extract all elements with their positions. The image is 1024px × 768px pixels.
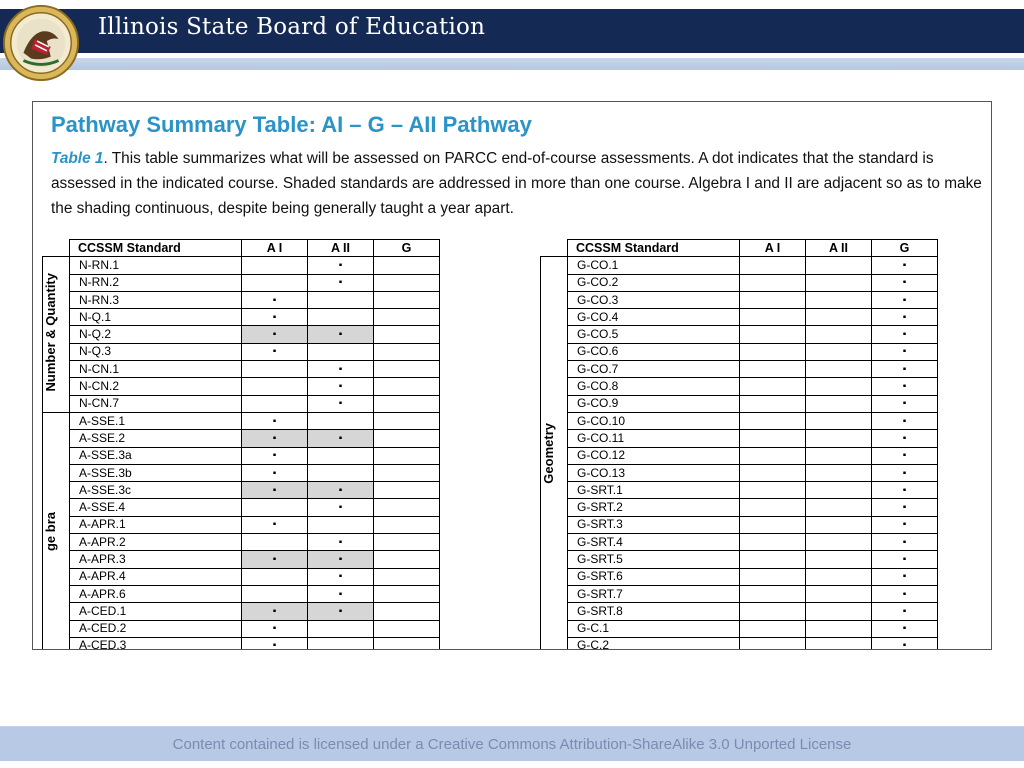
table-row <box>43 585 440 602</box>
course-cell-g: ▪ <box>872 257 938 274</box>
course-cell-aii <box>806 534 872 551</box>
course-cell-ai <box>242 378 308 395</box>
course-cell-g: ▪ <box>872 326 938 343</box>
course-cell-g: ▪ <box>872 464 938 481</box>
course-cell-ai <box>242 395 308 412</box>
course-cell-g: ▪ <box>872 291 938 308</box>
course-cell-aii: ▪ <box>308 378 374 395</box>
course-cell-g <box>374 257 440 274</box>
header-g: G <box>872 240 938 257</box>
course-cell-aii <box>806 637 872 650</box>
course-cell-ai <box>740 361 806 378</box>
table-row <box>43 378 440 395</box>
header-g: G <box>374 240 440 257</box>
course-cell-ai <box>740 568 806 585</box>
standard-code: G-CO.13 <box>568 464 740 481</box>
course-cell-aii <box>806 412 872 429</box>
course-cell-aii <box>806 343 872 360</box>
course-cell-aii <box>806 464 872 481</box>
table-row <box>43 412 440 429</box>
standard-code: G-SRT.1 <box>568 482 740 499</box>
course-cell-g <box>374 499 440 516</box>
course-cell-aii: ▪ <box>308 395 374 412</box>
standard-code: G-CO.7 <box>568 361 740 378</box>
table-row <box>541 482 938 499</box>
header <box>0 0 1024 70</box>
standard-code: G-CO.11 <box>568 430 740 447</box>
course-cell-ai <box>740 534 806 551</box>
course-cell-ai <box>740 603 806 620</box>
table-row <box>43 464 440 481</box>
table-row <box>43 361 440 378</box>
course-cell-aii <box>806 309 872 326</box>
course-cell-ai: ▪ <box>242 551 308 568</box>
course-cell-ai <box>242 568 308 585</box>
course-cell-aii <box>806 516 872 533</box>
standard-code: G-CO.5 <box>568 326 740 343</box>
course-cell-g <box>374 516 440 533</box>
standard-code: G-SRT.2 <box>568 499 740 516</box>
table-body <box>43 257 440 650</box>
standard-code: A-APR.6 <box>70 585 242 602</box>
course-cell-aii <box>308 516 374 533</box>
standard-code: A-CED.3 <box>70 637 242 650</box>
course-cell-g: ▪ <box>872 482 938 499</box>
course-cell-g: ▪ <box>872 516 938 533</box>
course-cell-aii <box>806 361 872 378</box>
course-cell-aii <box>308 637 374 650</box>
course-cell-aii <box>806 291 872 308</box>
course-cell-ai: ▪ <box>242 482 308 499</box>
standard-code: N-Q.1 <box>70 309 242 326</box>
course-cell-g <box>374 620 440 637</box>
table-row <box>541 361 938 378</box>
course-cell-ai <box>740 412 806 429</box>
standard-code: A-SSE.1 <box>70 412 242 429</box>
course-cell-aii <box>308 620 374 637</box>
standard-code: G-SRT.8 <box>568 603 740 620</box>
standard-code: G-SRT.7 <box>568 585 740 602</box>
table-row <box>43 343 440 360</box>
course-cell-ai <box>740 637 806 650</box>
illinois-state-seal-icon <box>2 4 80 82</box>
standard-code: G-CO.3 <box>568 291 740 308</box>
table-row <box>43 447 440 464</box>
course-cell-ai: ▪ <box>242 430 308 447</box>
standard-code: G-C.1 <box>568 620 740 637</box>
table-row <box>541 551 938 568</box>
header-stripe-light <box>0 58 1024 70</box>
course-cell-g: ▪ <box>872 395 938 412</box>
header-ai: A I <box>242 240 308 257</box>
course-cell-ai <box>740 378 806 395</box>
standard-code: A-CED.2 <box>70 620 242 637</box>
course-cell-ai: ▪ <box>242 603 308 620</box>
course-cell-aii <box>806 568 872 585</box>
course-cell-aii <box>308 464 374 481</box>
course-cell-g: ▪ <box>872 378 938 395</box>
header-standard: CCSSM Standard <box>568 240 740 257</box>
course-cell-g <box>374 343 440 360</box>
standard-code: N-RN.2 <box>70 274 242 291</box>
course-cell-aii: ▪ <box>308 603 374 620</box>
course-cell-g <box>374 412 440 429</box>
course-cell-aii: ▪ <box>308 568 374 585</box>
course-cell-aii: ▪ <box>308 326 374 343</box>
standard-code: G-CO.12 <box>568 447 740 464</box>
table-row <box>43 551 440 568</box>
course-cell-ai: ▪ <box>242 412 308 429</box>
table-row <box>43 603 440 620</box>
table-row <box>541 395 938 412</box>
course-cell-g <box>374 603 440 620</box>
table-row <box>541 499 938 516</box>
course-cell-g: ▪ <box>872 343 938 360</box>
course-cell-g <box>374 326 440 343</box>
course-cell-g: ▪ <box>872 551 938 568</box>
table-row <box>43 499 440 516</box>
course-cell-g <box>374 551 440 568</box>
table-row <box>43 534 440 551</box>
standard-code: N-CN.1 <box>70 361 242 378</box>
course-cell-ai <box>740 499 806 516</box>
table-row <box>541 620 938 637</box>
table-row <box>541 412 938 429</box>
course-cell-aii: ▪ <box>308 482 374 499</box>
course-cell-aii <box>806 274 872 291</box>
course-cell-g: ▪ <box>872 499 938 516</box>
license-text: Content contained is licensed under a Creative Commons Attribution-ShareAlike 3.0 Unported License <box>172 736 852 753</box>
course-cell-ai <box>740 447 806 464</box>
standard-code: G-SRT.4 <box>568 534 740 551</box>
standard-code: A-SSE.3c <box>70 482 242 499</box>
course-cell-aii <box>806 395 872 412</box>
course-cell-ai: ▪ <box>242 291 308 308</box>
course-cell-g <box>374 637 440 650</box>
course-cell-aii: ▪ <box>308 274 374 291</box>
document-title: Pathway Summary Table: AI – G – AII Pathway <box>51 112 532 137</box>
course-cell-g: ▪ <box>872 361 938 378</box>
course-cell-g: ▪ <box>872 637 938 650</box>
course-cell-ai: ▪ <box>242 309 308 326</box>
standard-code: A-SSE.3a <box>70 447 242 464</box>
caption-text: . This table summarizes what will be assessed on PARCC end-of-course assessments. A dot indicates that the standard is assessed in the indicated course. Shaded standards are addressed in more than one course. Algebra I and II are adjacent so as to make the shading continuous, despite being generally taught a year apart. <box>51 150 982 217</box>
table-row <box>43 326 440 343</box>
course-cell-g: ▪ <box>872 412 938 429</box>
course-cell-g <box>374 568 440 585</box>
course-cell-aii <box>308 291 374 308</box>
standard-code: A-CED.1 <box>70 603 242 620</box>
table-row <box>541 637 938 650</box>
table-row <box>43 482 440 499</box>
table-header-row <box>541 240 938 257</box>
category-label: Geometry <box>541 423 556 485</box>
course-cell-g: ▪ <box>872 620 938 637</box>
course-cell-aii: ▪ <box>308 551 374 568</box>
course-cell-g <box>374 309 440 326</box>
header-aii: A II <box>806 240 872 257</box>
course-cell-aii: ▪ <box>308 499 374 516</box>
document-panel <box>32 101 992 650</box>
course-cell-ai <box>740 326 806 343</box>
table-body <box>541 257 938 650</box>
course-cell-g: ▪ <box>872 568 938 585</box>
category-cell <box>541 257 568 650</box>
category-cell <box>43 412 70 650</box>
footer <box>0 726 1024 761</box>
table-row <box>43 637 440 650</box>
course-cell-g: ▪ <box>872 447 938 464</box>
course-cell-aii <box>806 447 872 464</box>
standard-code: G-CO.10 <box>568 412 740 429</box>
course-cell-aii: ▪ <box>308 361 374 378</box>
course-cell-aii <box>308 412 374 429</box>
course-cell-ai <box>740 274 806 291</box>
course-cell-aii <box>806 326 872 343</box>
table-row <box>541 534 938 551</box>
course-cell-aii <box>806 603 872 620</box>
course-cell-ai: ▪ <box>242 447 308 464</box>
course-cell-ai <box>740 516 806 533</box>
table-row <box>43 516 440 533</box>
standard-code: G-CO.1 <box>568 257 740 274</box>
course-cell-aii <box>806 482 872 499</box>
course-cell-ai <box>740 620 806 637</box>
standard-code: G-CO.8 <box>568 378 740 395</box>
course-cell-ai <box>740 395 806 412</box>
course-cell-aii: ▪ <box>308 585 374 602</box>
table-row <box>541 274 938 291</box>
standard-code: A-APR.1 <box>70 516 242 533</box>
table-row <box>43 291 440 308</box>
table-row <box>541 309 938 326</box>
course-cell-g <box>374 291 440 308</box>
course-cell-ai <box>740 343 806 360</box>
table-row <box>43 395 440 412</box>
course-cell-aii: ▪ <box>308 257 374 274</box>
course-cell-aii: ▪ <box>308 534 374 551</box>
header-spacer <box>43 240 70 257</box>
table-row <box>541 378 938 395</box>
course-cell-ai <box>242 361 308 378</box>
table-row <box>43 430 440 447</box>
course-cell-aii <box>806 499 872 516</box>
course-cell-g: ▪ <box>872 534 938 551</box>
table-row <box>541 464 938 481</box>
course-cell-ai <box>740 585 806 602</box>
table-row <box>541 326 938 343</box>
course-cell-ai <box>740 291 806 308</box>
course-cell-g: ▪ <box>872 274 938 291</box>
course-cell-ai: ▪ <box>242 326 308 343</box>
standard-code: N-RN.1 <box>70 257 242 274</box>
header-spacer <box>541 240 568 257</box>
table-header-row <box>43 240 440 257</box>
standard-code: G-CO.6 <box>568 343 740 360</box>
table-row <box>43 568 440 585</box>
course-cell-ai <box>242 257 308 274</box>
course-cell-aii <box>806 378 872 395</box>
course-cell-ai <box>242 585 308 602</box>
course-cell-g <box>374 534 440 551</box>
course-cell-aii <box>308 309 374 326</box>
course-cell-aii: ▪ <box>308 430 374 447</box>
standard-code: A-SSE.2 <box>70 430 242 447</box>
standard-code: N-CN.7 <box>70 395 242 412</box>
table-row <box>541 291 938 308</box>
category-label: ge bra <box>43 512 58 552</box>
course-cell-aii <box>806 551 872 568</box>
document-caption <box>51 146 987 221</box>
course-cell-ai <box>242 499 308 516</box>
standard-code: A-SSE.3b <box>70 464 242 481</box>
course-cell-ai <box>740 464 806 481</box>
table-row <box>43 274 440 291</box>
course-cell-g: ▪ <box>872 430 938 447</box>
header-standard: CCSSM Standard <box>70 240 242 257</box>
course-cell-g: ▪ <box>872 585 938 602</box>
course-cell-aii <box>806 430 872 447</box>
course-cell-ai <box>242 274 308 291</box>
pathway-table-right <box>540 239 938 650</box>
standard-code: G-SRT.3 <box>568 516 740 533</box>
standard-code: A-APR.4 <box>70 568 242 585</box>
table-row <box>43 620 440 637</box>
standard-code: G-SRT.5 <box>568 551 740 568</box>
standard-code: G-SRT.6 <box>568 568 740 585</box>
header-aii: A II <box>308 240 374 257</box>
course-cell-aii <box>308 343 374 360</box>
course-cell-ai <box>740 430 806 447</box>
standard-code: G-C.2 <box>568 637 740 650</box>
course-cell-ai <box>740 482 806 499</box>
course-cell-g <box>374 430 440 447</box>
standard-code: A-APR.2 <box>70 534 242 551</box>
course-cell-g <box>374 274 440 291</box>
course-cell-g <box>374 482 440 499</box>
table-row <box>541 430 938 447</box>
course-cell-aii <box>806 620 872 637</box>
course-cell-ai: ▪ <box>242 620 308 637</box>
course-cell-g: ▪ <box>872 603 938 620</box>
standard-code: N-RN.3 <box>70 291 242 308</box>
course-cell-g <box>374 585 440 602</box>
table-row <box>541 603 938 620</box>
caption-label: Table 1 <box>51 150 104 167</box>
table-row <box>541 516 938 533</box>
course-cell-g: ▪ <box>872 309 938 326</box>
course-cell-ai: ▪ <box>242 343 308 360</box>
course-cell-aii <box>308 447 374 464</box>
course-cell-g <box>374 447 440 464</box>
standard-code: G-CO.9 <box>568 395 740 412</box>
course-cell-ai: ▪ <box>242 637 308 650</box>
category-cell <box>43 257 70 413</box>
standard-code: A-SSE.4 <box>70 499 242 516</box>
course-cell-ai: ▪ <box>242 516 308 533</box>
course-cell-ai <box>740 551 806 568</box>
table-row <box>541 343 938 360</box>
category-label: Number & Quantity <box>43 273 58 392</box>
table-row <box>43 309 440 326</box>
table-row <box>43 257 440 274</box>
standard-code: G-CO.4 <box>568 309 740 326</box>
table-row <box>541 585 938 602</box>
table-row <box>541 568 938 585</box>
table-row <box>541 257 938 274</box>
course-cell-ai <box>740 257 806 274</box>
pathway-table-left <box>42 239 440 650</box>
course-cell-g <box>374 361 440 378</box>
course-cell-g <box>374 464 440 481</box>
header-title: Illinois State Board of Education <box>98 14 486 40</box>
course-cell-g <box>374 395 440 412</box>
standard-code: A-APR.3 <box>70 551 242 568</box>
standard-code: N-CN.2 <box>70 378 242 395</box>
header-ai: A I <box>740 240 806 257</box>
course-cell-ai <box>740 309 806 326</box>
course-cell-aii <box>806 585 872 602</box>
standard-code: N-Q.2 <box>70 326 242 343</box>
course-cell-ai <box>242 534 308 551</box>
standard-code: N-Q.3 <box>70 343 242 360</box>
standard-code: G-CO.2 <box>568 274 740 291</box>
course-cell-aii <box>806 257 872 274</box>
course-cell-g <box>374 378 440 395</box>
course-cell-ai: ▪ <box>242 464 308 481</box>
table-row <box>541 447 938 464</box>
